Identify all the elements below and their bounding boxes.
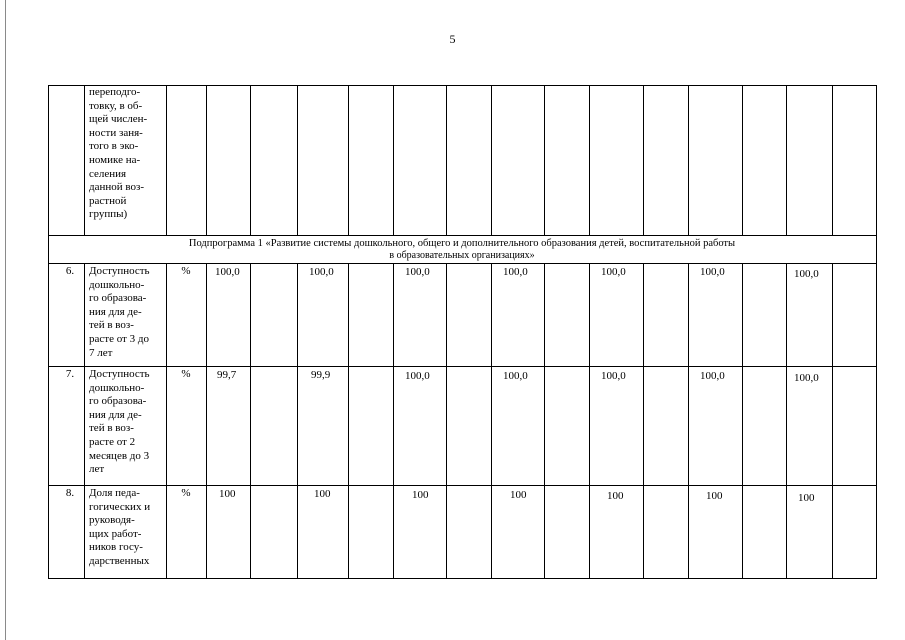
unit-cell: % bbox=[181, 487, 191, 499]
value-cell: 100,0 bbox=[794, 268, 819, 280]
value-cell: 100 bbox=[798, 492, 815, 504]
value-cell: 100 bbox=[412, 489, 429, 501]
indicator-name: Доля педа- гогических и руководя- щих работ- ников госу- дарственных bbox=[89, 487, 151, 567]
page-number: 5 bbox=[449, 32, 456, 46]
row-number: 7. bbox=[65, 368, 75, 380]
continued-indicator-text: переподго- товку, в об- щей числен- ности заня- того в эко- номике на- селения данной воз- растной группы) bbox=[89, 86, 148, 221]
value-cell: 99,9 bbox=[311, 369, 331, 381]
indicator-name: Доступность дошкольно- го образова- ния для де- тей в воз- расте от 3 до 7 лет bbox=[89, 265, 150, 359]
value-cell: 100 bbox=[607, 490, 624, 502]
value-cell: 100,0 bbox=[601, 266, 626, 278]
row-number: 6. bbox=[65, 265, 75, 277]
value-cell: 100 bbox=[510, 489, 527, 501]
value-cell: 99,7 bbox=[217, 369, 237, 381]
value-cell: 100,0 bbox=[700, 370, 725, 382]
value-cell: 100 bbox=[314, 488, 331, 500]
indicator-name: Доступность дошкольно- го образова- ния для де- тей в воз- расте от 2 месяцев до 3 лет bbox=[89, 368, 150, 476]
row-number: 8. bbox=[65, 487, 75, 499]
value-cell: 100 bbox=[706, 490, 723, 502]
value-cell: 100,0 bbox=[405, 266, 430, 278]
value-cell: 100,0 bbox=[215, 266, 240, 278]
value-cell: 100 bbox=[219, 488, 236, 500]
subprogram-title-line2: в образовательных организациях» bbox=[389, 250, 535, 261]
value-cell: 100,0 bbox=[700, 266, 725, 278]
value-cell: 100,0 bbox=[503, 370, 528, 382]
unit-cell: % bbox=[181, 368, 191, 380]
value-cell: 100,0 bbox=[601, 370, 626, 382]
subprogram-title-line1: Подпрограмма 1 «Развитие системы дошкольного, общего и дополнительного образования детей, воспитательной работы bbox=[188, 238, 736, 249]
value-cell: 100,0 bbox=[309, 266, 334, 278]
unit-cell: % bbox=[181, 265, 191, 277]
page-edge-line bbox=[5, 0, 6, 640]
value-cell: 100,0 bbox=[794, 372, 819, 384]
value-cell: 100,0 bbox=[405, 370, 430, 382]
value-cell: 100,0 bbox=[503, 266, 528, 278]
